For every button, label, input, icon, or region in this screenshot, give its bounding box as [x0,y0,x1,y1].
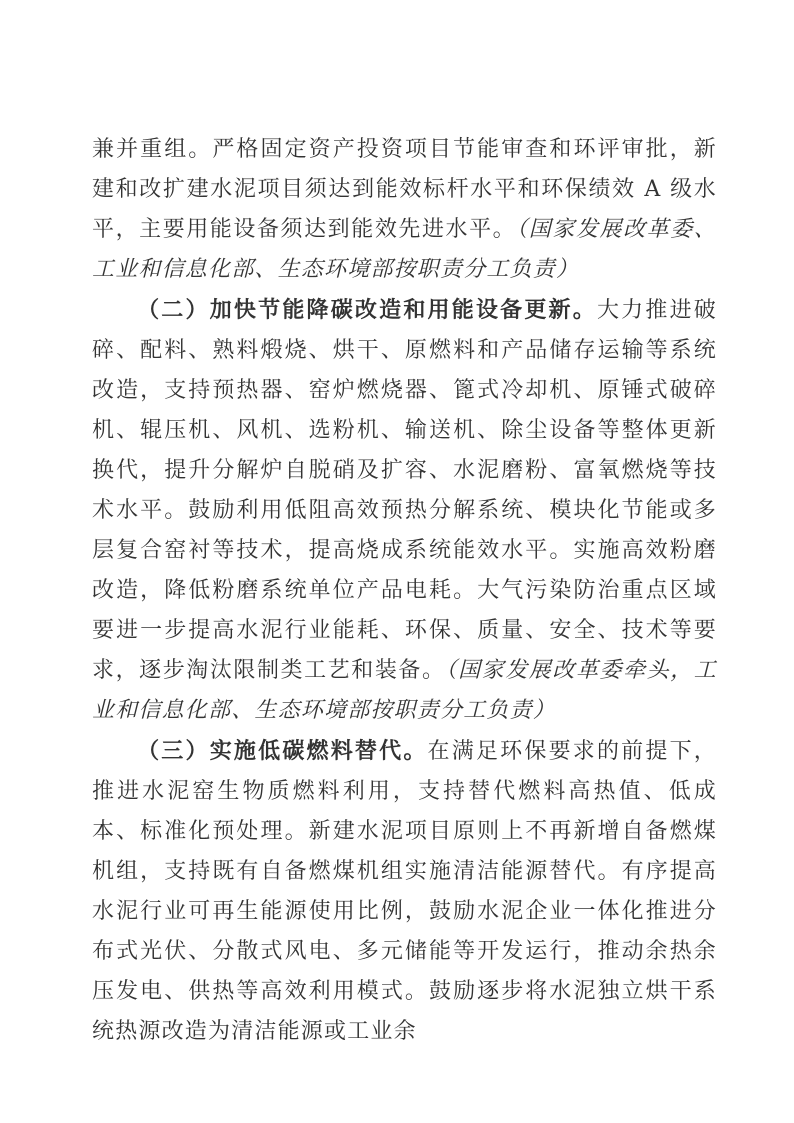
body-text-run: 兼并重组。严格固定资产投资项目节能审查和环评审批，新建和改扩建水泥项目须达到能效标杆水平和环保绩效 A 级水平，主要用能设备须达到能效先进水平。 [92,137,717,242]
responsibility-note-run: （国家发展改革委牵头，工业和信息化部、生态环境部按职责分工负责） [92,658,717,723]
responsibility-note-run: （国家发展改革委、工业和信息化部、生态环境部按职责分工负责） [92,217,717,282]
paragraph [92,731,717,1052]
section-heading-run: （三）实施低碳燃料替代。 [137,738,428,764]
document-body [92,130,717,1052]
section-heading-run: （二）加快节能降碳改造和用能设备更新。 [137,297,597,323]
paragraph [92,130,717,290]
paragraph [92,290,717,731]
body-text-run: 在满足环保要求的前提下，推进水泥窑生物质燃料利用，支持替代燃料高热值、低成本、标准化预处理。新建水泥项目原则上不再新增自备燃煤机组，支持既有自备燃煤机组实施清洁能源替代。有序提高水泥行业可再生能源使用比例，鼓励水泥企业一体化推进分布式光伏、分散式风电、多元储能等开发运行，推动余热余压发电、供热等高效利用模式。鼓励逐步将水泥独立烘干系统热源改造为清洁能源或工业余 [92,739,717,1044]
body-text-run: 大力推进破碎、配料、熟料煅烧、烘干、原燃料和产品储存运输等系统改造，支持预热器、窑炉燃烧器、篦式冷却机、原锤式破碎机、辊压机、风机、选粉机、输送机、除尘设备等整体更新换代，提升分解炉自脱硝及扩容、水泥磨粉、富氧燃烧等技术水平。鼓励利用低阻高效预热分解系统、模块化节能或多层复合窑衬等技术，提高烧成系统能效水平。实施高效粉磨改造，降低粉磨系统单位产品电耗。大气污染防治重点区域要进一步提高水泥行业能耗、环保、质量、安全、技术等要求，逐步淘汰限制类工艺和装备。 [92,298,717,683]
